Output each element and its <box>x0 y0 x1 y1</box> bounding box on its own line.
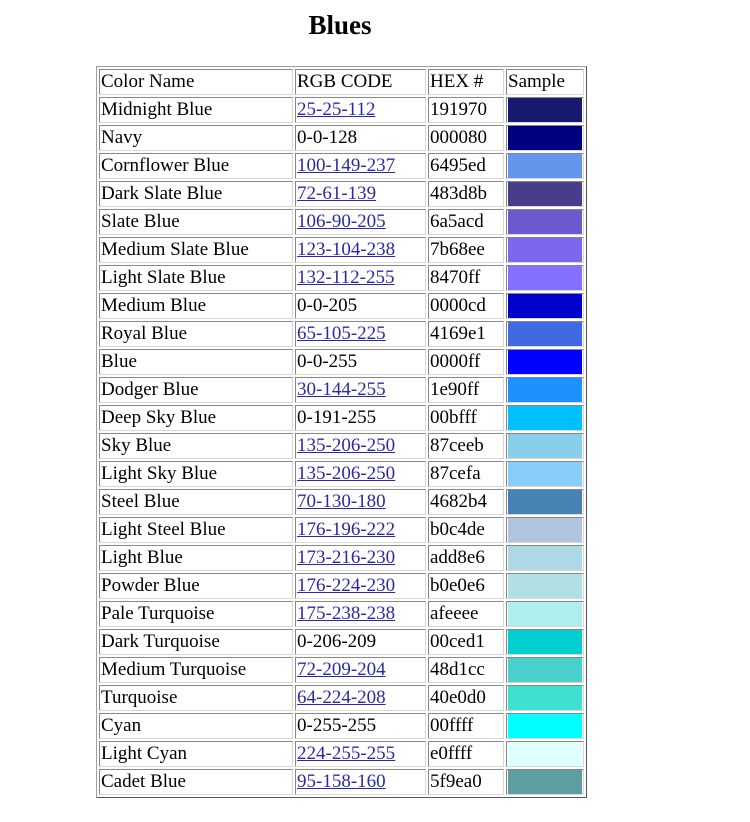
color-swatch <box>508 294 582 318</box>
color-name-cell: Dark Slate Blue <box>99 181 293 207</box>
sample-cell <box>506 349 584 375</box>
header-rgb-code: RGB CODE <box>295 69 426 95</box>
color-swatch <box>508 154 582 178</box>
table-row <box>99 629 584 655</box>
sample-cell <box>506 293 584 319</box>
rgb-code-cell <box>295 377 426 403</box>
table-row <box>99 265 584 291</box>
hex-code-cell: 7b68ee <box>428 237 504 263</box>
sample-cell <box>506 685 584 711</box>
rgb-code-link[interactable]: 175-238-238 <box>297 603 396 624</box>
color-name-cell: Deep Sky Blue <box>99 405 293 431</box>
hex-code-cell: 5f9ea0 <box>428 769 504 795</box>
rgb-code-link[interactable]: 176-224-230 <box>297 575 396 596</box>
rgb-code-cell <box>295 685 426 711</box>
rgb-code-text: 0-206-209 <box>297 631 377 652</box>
color-name-cell: Midnight Blue <box>99 97 293 123</box>
rgb-code-cell <box>295 601 426 627</box>
hex-code-cell: 00ffff <box>428 713 504 739</box>
hex-code-cell: add8e6 <box>428 545 504 571</box>
hex-code-cell: b0e0e6 <box>428 573 504 599</box>
hex-code-cell: 1e90ff <box>428 377 504 403</box>
sample-cell <box>506 237 584 263</box>
rgb-code-cell <box>295 629 426 655</box>
sample-cell <box>506 125 584 151</box>
hex-code-cell: b0c4de <box>428 517 504 543</box>
rgb-code-text: 0-0-205 <box>297 295 358 316</box>
rgb-code-cell <box>295 321 426 347</box>
table-row <box>99 293 584 319</box>
rgb-code-text: 0-0-128 <box>297 127 358 148</box>
sample-cell <box>506 153 584 179</box>
rgb-code-link[interactable]: 25-25-112 <box>297 99 376 120</box>
rgb-code-link[interactable]: 176-196-222 <box>297 519 396 540</box>
hex-code-cell: 0000cd <box>428 293 504 319</box>
hex-code-cell: 00bfff <box>428 405 504 431</box>
color-name-cell: Dodger Blue <box>99 377 293 403</box>
table-row <box>99 489 584 515</box>
rgb-code-link[interactable]: 95-158-160 <box>297 771 386 792</box>
sample-cell <box>506 489 584 515</box>
table-header-row <box>99 69 584 95</box>
sample-cell <box>506 433 584 459</box>
hex-code-cell: 4169e1 <box>428 321 504 347</box>
color-name-cell: Sky Blue <box>99 433 293 459</box>
rgb-code-cell <box>295 293 426 319</box>
color-swatch <box>508 434 582 458</box>
sample-cell <box>506 741 584 767</box>
rgb-code-cell <box>295 545 426 571</box>
hex-code-cell: 0000ff <box>428 349 504 375</box>
rgb-code-cell <box>295 517 426 543</box>
color-name-cell: Cyan <box>99 713 293 739</box>
sample-cell <box>506 657 584 683</box>
table-row <box>99 349 584 375</box>
rgb-code-link[interactable]: 123-104-238 <box>297 239 396 260</box>
hex-code-cell: 483d8b <box>428 181 504 207</box>
sample-cell <box>506 209 584 235</box>
table-row <box>99 377 584 403</box>
color-name-cell: Steel Blue <box>99 489 293 515</box>
rgb-code-cell <box>295 769 426 795</box>
rgb-code-cell <box>295 125 426 151</box>
sample-cell <box>506 601 584 627</box>
rgb-code-cell <box>295 433 426 459</box>
sample-cell <box>506 377 584 403</box>
hex-code-cell: 4682b4 <box>428 489 504 515</box>
color-swatch <box>508 602 582 626</box>
sample-cell <box>506 461 584 487</box>
color-name-cell: Cadet Blue <box>99 769 293 795</box>
color-name-cell: Turquoise <box>99 685 293 711</box>
sample-cell <box>506 321 584 347</box>
rgb-code-cell <box>295 153 426 179</box>
table-row <box>99 125 584 151</box>
rgb-code-cell <box>295 349 426 375</box>
rgb-code-cell <box>295 265 426 291</box>
color-name-cell: Light Steel Blue <box>99 517 293 543</box>
table-row <box>99 769 584 795</box>
hex-code-cell: 8470ff <box>428 265 504 291</box>
color-swatch <box>508 98 582 122</box>
hex-code-cell: 6495ed <box>428 153 504 179</box>
color-name-cell: Medium Blue <box>99 293 293 319</box>
hex-code-cell: 48d1cc <box>428 657 504 683</box>
table-row <box>99 237 584 263</box>
header-sample: Sample <box>506 69 584 95</box>
color-name-cell: Dark Turquoise <box>99 629 293 655</box>
color-swatch <box>508 630 582 654</box>
rgb-code-cell <box>295 657 426 683</box>
table-row <box>99 405 584 431</box>
color-swatch <box>508 770 582 794</box>
hex-code-cell: afeeee <box>428 601 504 627</box>
color-name-cell: Pale Turquoise <box>99 601 293 627</box>
rgb-code-link[interactable]: 135-206-250 <box>297 435 396 456</box>
hex-code-cell: 000080 <box>428 125 504 151</box>
color-swatch <box>508 490 582 514</box>
color-swatch <box>508 238 582 262</box>
rgb-code-link[interactable]: 64-224-208 <box>297 687 386 708</box>
rgb-code-cell <box>295 461 426 487</box>
rgb-code-link[interactable]: 100-149-237 <box>297 155 396 176</box>
table-row <box>99 433 584 459</box>
rgb-code-link[interactable]: 72-209-204 <box>297 659 386 680</box>
hex-code-cell: 87cefa <box>428 461 504 487</box>
hex-code-cell: 6a5acd <box>428 209 504 235</box>
color-name-cell: Navy <box>99 125 293 151</box>
color-name-cell: Cornflower Blue <box>99 153 293 179</box>
header-hex: HEX # <box>428 69 504 95</box>
rgb-code-link[interactable]: 224-255-255 <box>297 743 396 764</box>
rgb-code-cell <box>295 489 426 515</box>
hex-code-cell: 191970 <box>428 97 504 123</box>
rgb-code-link[interactable]: 173-216-230 <box>297 547 396 568</box>
rgb-code-cell <box>295 405 426 431</box>
table-row <box>99 713 584 739</box>
color-swatch <box>508 546 582 570</box>
color-name-cell: Medium Turquoise <box>99 657 293 683</box>
hex-code-cell: 00ced1 <box>428 629 504 655</box>
table-row <box>99 97 584 123</box>
header-color-name: Color Name <box>99 69 293 95</box>
hex-code-cell: e0ffff <box>428 741 504 767</box>
color-name-cell: Light Blue <box>99 545 293 571</box>
sample-cell <box>506 181 584 207</box>
color-swatch <box>508 658 582 682</box>
hex-code-cell: 40e0d0 <box>428 685 504 711</box>
rgb-code-cell <box>295 209 426 235</box>
sample-cell <box>506 769 584 795</box>
table-row <box>99 153 584 179</box>
rgb-code-link[interactable]: 65-105-225 <box>297 323 386 344</box>
rgb-code-cell <box>295 237 426 263</box>
color-swatch <box>508 378 582 402</box>
color-swatch <box>508 518 582 542</box>
sample-cell <box>506 97 584 123</box>
table-row <box>99 685 584 711</box>
table-row <box>99 601 584 627</box>
color-name-cell: Royal Blue <box>99 321 293 347</box>
color-table <box>96 66 587 798</box>
rgb-code-text: 0-191-255 <box>297 407 377 428</box>
sample-cell <box>506 405 584 431</box>
color-swatch <box>508 462 582 486</box>
sample-cell <box>506 629 584 655</box>
color-swatch <box>508 686 582 710</box>
rgb-code-link[interactable]: 30-144-255 <box>297 379 386 400</box>
color-name-cell: Light Sky Blue <box>99 461 293 487</box>
rgb-code-cell <box>295 181 426 207</box>
color-name-cell: Blue <box>99 349 293 375</box>
color-name-cell: Medium Slate Blue <box>99 237 293 263</box>
page-title: Blues <box>308 10 372 40</box>
color-name-cell: Powder Blue <box>99 573 293 599</box>
rgb-code-cell <box>295 97 426 123</box>
color-swatch <box>508 182 582 206</box>
color-swatch <box>508 350 582 374</box>
color-swatch <box>508 574 582 598</box>
table-row <box>99 209 584 235</box>
color-swatch <box>508 210 582 234</box>
sample-cell <box>506 573 584 599</box>
rgb-code-cell <box>295 741 426 767</box>
rgb-code-text: 0-255-255 <box>297 715 377 736</box>
rgb-code-link[interactable]: 135-206-250 <box>297 463 396 484</box>
sample-cell <box>506 545 584 571</box>
rgb-code-cell <box>295 573 426 599</box>
table-row <box>99 657 584 683</box>
color-swatch <box>508 126 582 150</box>
table-row <box>99 321 584 347</box>
color-swatch <box>508 406 582 430</box>
table-row <box>99 517 584 543</box>
table-row <box>99 741 584 767</box>
color-swatch <box>508 322 582 346</box>
rgb-code-text: 0-0-255 <box>297 351 358 372</box>
sample-cell <box>506 265 584 291</box>
rgb-code-link[interactable]: 132-112-255 <box>297 267 395 288</box>
table-row <box>99 573 584 599</box>
table-row <box>99 181 584 207</box>
sample-cell <box>506 713 584 739</box>
color-swatch <box>508 266 582 290</box>
rgb-code-link[interactable]: 70-130-180 <box>297 491 386 512</box>
rgb-code-cell <box>295 713 426 739</box>
color-name-cell: Light Cyan <box>99 741 293 767</box>
color-name-cell: Light Slate Blue <box>99 265 293 291</box>
sample-cell <box>506 517 584 543</box>
hex-code-cell: 87ceeb <box>428 433 504 459</box>
table-row <box>99 461 584 487</box>
rgb-code-link[interactable]: 106-90-205 <box>297 211 386 232</box>
color-swatch <box>508 742 582 766</box>
rgb-code-link[interactable]: 72-61-139 <box>297 183 377 204</box>
table-row <box>99 545 584 571</box>
color-name-cell: Slate Blue <box>99 209 293 235</box>
color-swatch <box>508 714 582 738</box>
